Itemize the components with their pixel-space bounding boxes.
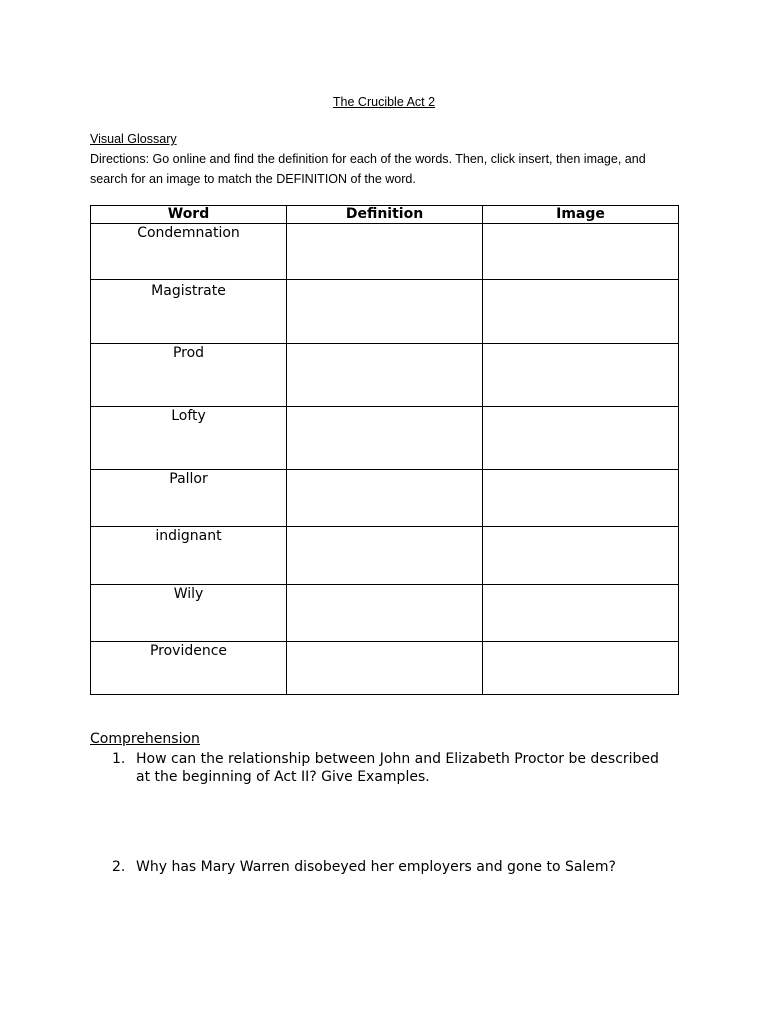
column-header-word: Word (91, 206, 287, 224)
word-cell: Wily (91, 585, 287, 642)
word-cell: indignant (91, 527, 287, 585)
table-header-row (91, 206, 679, 224)
definition-cell[interactable] (287, 407, 483, 470)
word-cell: Prod (91, 344, 287, 407)
table-row (91, 642, 679, 695)
image-cell[interactable] (483, 224, 679, 280)
table-row (91, 280, 679, 344)
image-cell[interactable] (483, 280, 679, 344)
comprehension-heading: Comprehension (90, 731, 200, 747)
definition-cell[interactable] (287, 527, 483, 585)
definition-cell[interactable] (287, 280, 483, 344)
word-cell: Providence (91, 642, 287, 695)
image-cell[interactable] (483, 527, 679, 585)
table-row (91, 527, 679, 585)
word-cell: Condemnation (91, 224, 287, 280)
glossary-table (90, 205, 679, 695)
table-row (91, 585, 679, 642)
definition-cell[interactable] (287, 224, 483, 280)
image-cell[interactable] (483, 344, 679, 407)
table-row (91, 224, 679, 280)
question-text: Why has Mary Warren disobeyed her employers and gone to Salem? (136, 859, 616, 875)
image-cell[interactable] (483, 642, 679, 695)
table-row (91, 407, 679, 470)
definition-cell[interactable] (287, 470, 483, 527)
question-number: 1. (112, 751, 126, 767)
image-cell[interactable] (483, 470, 679, 527)
question-item (112, 858, 672, 876)
visual-glossary-heading: Visual Glossary (90, 132, 177, 146)
question-item (112, 750, 672, 786)
table-row (91, 470, 679, 527)
image-cell[interactable] (483, 585, 679, 642)
document-title: The Crucible Act 2 (332, 95, 436, 109)
definition-cell[interactable] (287, 642, 483, 695)
question-number: 2. (112, 859, 126, 875)
definition-cell[interactable] (287, 344, 483, 407)
table-row (91, 344, 679, 407)
word-cell: Magistrate (91, 280, 287, 344)
column-header-image: Image (483, 206, 679, 224)
column-header-definition: Definition (287, 206, 483, 224)
question-text: How can the relationship between John and Elizabeth Proctor be described at the beginning of Act II? Give Examples. (136, 751, 659, 785)
directions-text: Directions: Go online and find the definition for each of the words. Then, click insert, then image, and search for an image to match the DEFINITION of the word. (90, 152, 646, 186)
word-cell: Pallor (91, 470, 287, 527)
word-cell: Lofty (91, 407, 287, 470)
definition-cell[interactable] (287, 585, 483, 642)
image-cell[interactable] (483, 407, 679, 470)
